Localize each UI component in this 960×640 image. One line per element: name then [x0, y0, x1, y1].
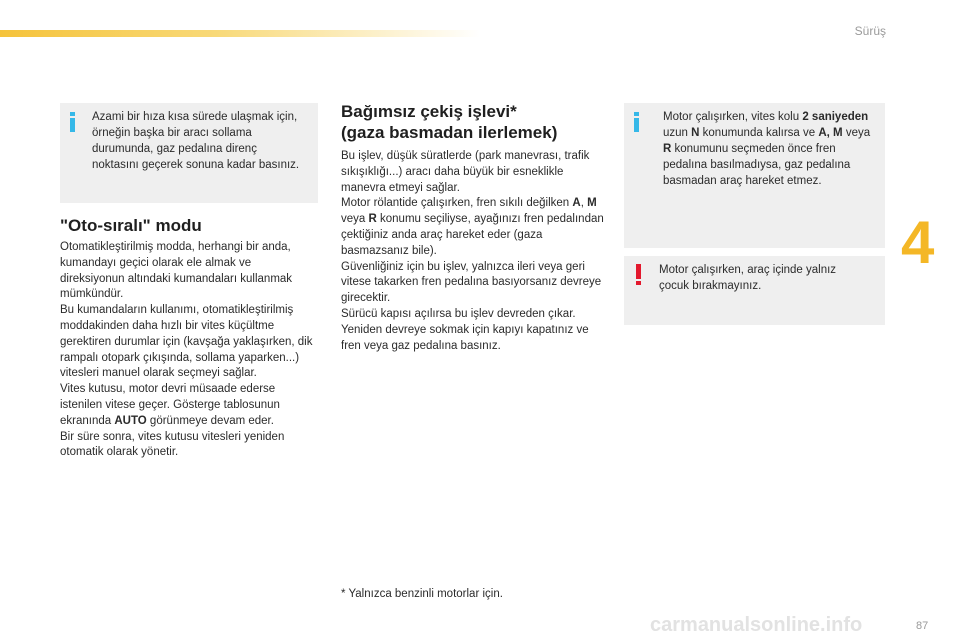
middle-paragraph-3: Güvenliğiniz için bu işlev, yalnızca ileri veya geri vitese takarken fren pedalına basıyorsanız devreye girecektir.	[341, 260, 602, 305]
header-accent-bar	[0, 30, 480, 37]
heading-line-1: Bağımsız çekiş işlevi*	[341, 102, 517, 121]
middle-paragraph-2: Motor rölantide çalışırken, fren sıkılı değilken A, M veya R konumu seçiliyse, ayağınızı fren pedalından çektiğiniz anda araç hareket eder (gaza basmazsanız bile).	[341, 197, 604, 257]
middle-paragraph-1: Bu işlev, düşük süratlerde (park manevrası, trafik sıkışıklığı...) aracı daha büyük bir esneklikle manevra etmeyi sağlar.	[341, 150, 590, 194]
left-paragraph-4: Bir süre sonra, vites kutusu vitesleri yeniden otomatik olarak yönetir.	[60, 430, 285, 459]
chapter-number: 4	[901, 209, 935, 276]
info-box-right	[624, 103, 885, 248]
left-paragraph-1: Otomatikleştirilmiş modda, herhangi bir anda, kumandayı geçici olarak ele almak ve direksiyonun altındaki kumandaları kullanmak mümkündür.	[60, 241, 293, 301]
info-icon	[70, 112, 76, 132]
section-heading-oto-sirali: "Oto-sıralı" modu	[60, 216, 202, 235]
info-box-left	[60, 103, 318, 203]
section-title: Sürüş	[854, 24, 886, 38]
footnote: * Yalnızca benzinli motorlar için.	[341, 588, 503, 600]
section-heading-bagimsiz-cekis	[341, 101, 557, 143]
info-icon	[634, 112, 640, 132]
auto-label: AUTO	[114, 414, 147, 427]
heading-line-2: (gaza basmadan ilerlemek)	[341, 123, 558, 142]
left-paragraph-2: Bu kumandaların kullanımı, otomatikleştirilmiş moddakinden daha hızlı bir vites küçültme gerektiren durumlar için (kavşağa yaklaşırken, dik rampalı otopark çıkışında, sollama yaparken...) vitesleri manuel olarak seçmeyi sağlar.	[60, 304, 313, 380]
page-number: 87	[916, 620, 929, 632]
info-box-text: Azami bir hıza kısa sürede ulaşmak için, örneğin başka bir aracı sollama durumunda, gaz pedalına direnç noktasını geçerek sonuna kadar basınız.	[92, 111, 300, 171]
left-paragraph-3: Vites kutusu, motor devri müsaade ederse istenilen vitese geçer. Gösterge tablosunun ekranında AUTO görünmeye devam eder.	[60, 383, 280, 427]
warning-text: Motor çalışırken, araç içinde yalnız çocuk bırakmayınız.	[659, 264, 837, 292]
info-box-right-text: Motor çalışırken, vites kolu 2 saniyeden uzun N konumunda kalırsa ve A, M veya R konumunu seçmeden önce fren pedalına basılmadıysa, gaz pedalına basmadan araç hareket etmez.	[663, 111, 871, 187]
warning-icon	[636, 264, 642, 284]
middle-paragraph-4: Sürücü kapısı açılırsa bu işlev devreden çıkar. Yeniden devreye sokmak için kapıyı kapatınız ve fren veya gaz pedalına basınız.	[341, 307, 589, 352]
watermark: carmanualsonline.info	[650, 614, 863, 636]
middle-body-text	[341, 149, 607, 354]
left-body-text	[60, 240, 318, 461]
warning-box	[624, 256, 885, 325]
